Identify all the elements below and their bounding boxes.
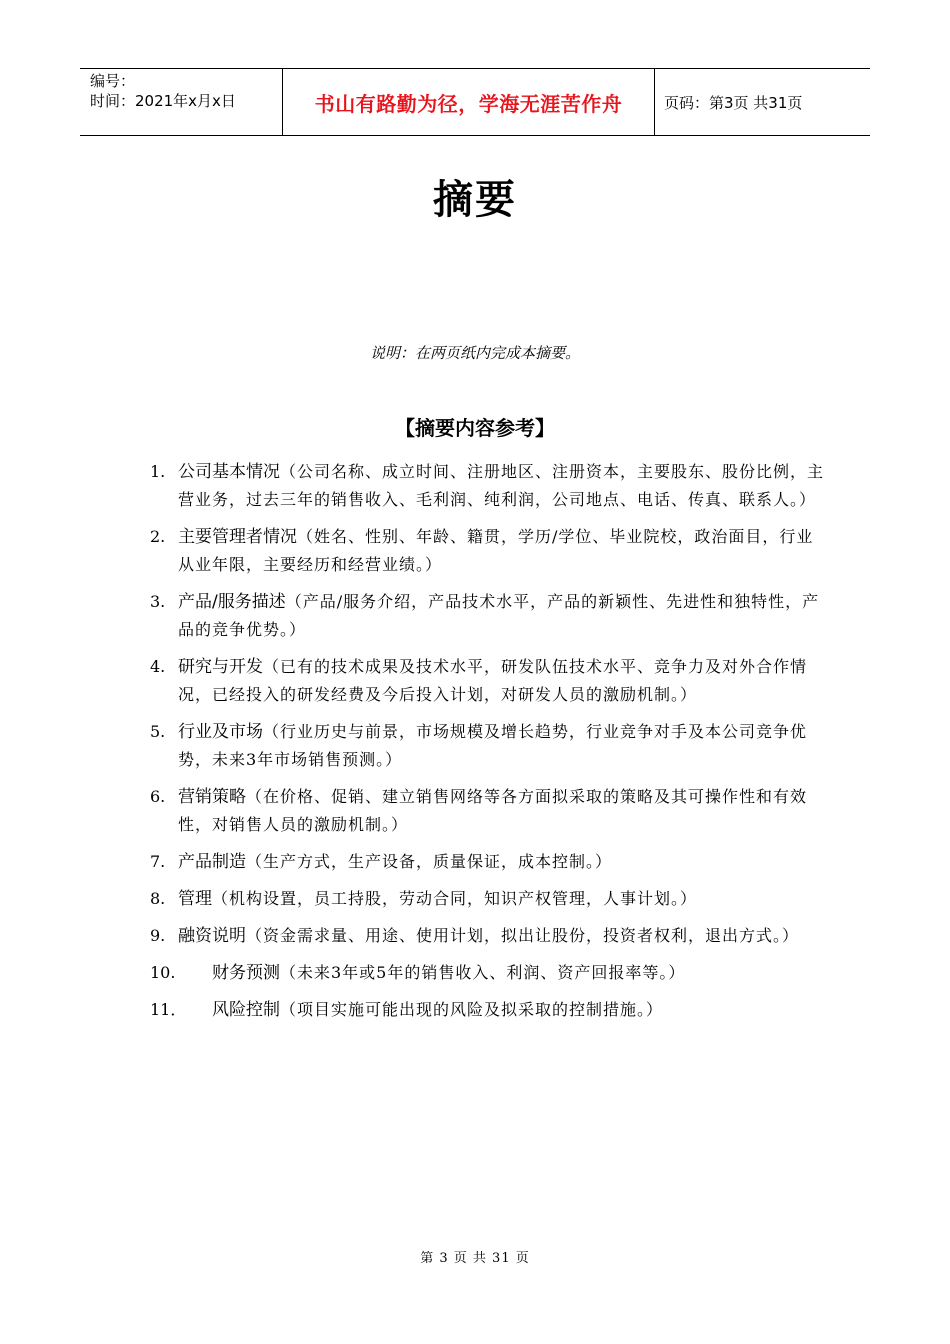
item-keyword: 营销策略 xyxy=(178,787,246,807)
item-number: 3. xyxy=(150,592,166,611)
list-item xyxy=(150,922,830,950)
item-number: 5. xyxy=(150,722,166,741)
item-number: 6. xyxy=(150,787,166,806)
item-keyword: 研究与开发 xyxy=(178,657,263,677)
instruction-note: 说明：在两页纸内完成本摘要。 xyxy=(369,344,580,362)
item-keyword: 产品/服务描述 xyxy=(178,592,286,612)
item-description: （机构设置，员工持股，劳动合同，知识产权管理，人事计划。） xyxy=(212,889,698,908)
item-description: （姓名、性别、年龄、籍贯，学历/学位、毕业院校，政治面目，行业从业年限，主要经历和经营业绩。） xyxy=(178,527,814,574)
item-description: （公司名称、成立时间、注册地区、注册资本，主要股东、股份比例，主营业务，过去三年的销售收入、毛利润、纯利润，公司地点、电话、传真、联系人。） xyxy=(178,462,825,509)
item-keyword: 行业及市场 xyxy=(178,722,263,742)
list-item xyxy=(150,718,830,774)
item-keyword: 财务预测 xyxy=(212,963,280,983)
item-number: 11． xyxy=(150,1000,187,1019)
item-keyword: 融资说明 xyxy=(178,926,246,946)
list-item xyxy=(150,996,830,1024)
header-meta xyxy=(80,69,282,135)
item-keyword: 主要管理者情况 xyxy=(178,527,297,547)
item-number: 8. xyxy=(150,889,166,908)
page-header xyxy=(80,68,870,136)
item-keyword: 公司基本情况 xyxy=(178,462,280,482)
item-description: （生产方式，生产设备，质量保证，成本控制。） xyxy=(246,852,613,871)
item-description: （未来3年或5年的销售收入、利润、资产回报率等。） xyxy=(280,963,686,982)
item-description: （行业历史与前景，市场规模及增长趋势，行业竞争对手及本公司竞争优势，未来3年市场销售预测。） xyxy=(178,722,808,769)
list-item xyxy=(150,885,830,913)
page-footer: 第 3 页 共 31 页 xyxy=(420,1251,530,1266)
list-item xyxy=(150,848,830,876)
header-motto: 书山有路勤为径，学海无涯苦作舟 xyxy=(282,69,655,135)
item-keyword: 风险控制 xyxy=(212,1000,280,1020)
page-title: 摘要 xyxy=(433,177,517,223)
number-label: 编号： xyxy=(90,72,136,90)
item-description: （已有的技术成果及技术水平，研发队伍技术水平、竞争力及对外合作情况，已经投入的研发经费及今后投入计划，对研发人员的激励机制。） xyxy=(178,657,808,704)
list-item xyxy=(150,653,830,709)
header-page-label: 页码：第3页 共31页 xyxy=(664,93,803,112)
item-keyword: 产品制造 xyxy=(178,852,246,872)
item-number: 2. xyxy=(150,527,166,546)
list-item xyxy=(150,523,830,579)
section-subtitle: 【摘要内容参考】 xyxy=(395,416,555,440)
item-description: （项目实施可能出现的风险及拟采取的控制措施。） xyxy=(280,1000,664,1019)
list-item xyxy=(150,783,830,839)
item-number: 10. xyxy=(150,963,176,982)
time-label: 时间：2021年x月x日 xyxy=(90,92,236,110)
item-description: （产品/服务介绍，产品技术水平，产品的新颖性、先进性和独特性，产品的竞争优势。） xyxy=(178,592,820,639)
list-item xyxy=(150,959,830,987)
item-number: 1. xyxy=(150,462,166,481)
summary-reference-list xyxy=(150,458,830,1033)
list-item xyxy=(150,458,830,514)
item-description: （资金需求量、用途、使用计划，拟出让股份，投资者权利，退出方式。） xyxy=(246,926,800,945)
item-number: 9. xyxy=(150,926,166,945)
list-item xyxy=(150,588,830,644)
item-number: 7. xyxy=(150,852,166,871)
item-description: （在价格、促销、建立销售网络等各方面拟采取的策略及其可操作性和有效性，对销售人员的激励机制。） xyxy=(178,787,808,834)
item-keyword: 管理 xyxy=(178,889,212,909)
item-number: 4. xyxy=(150,657,166,676)
